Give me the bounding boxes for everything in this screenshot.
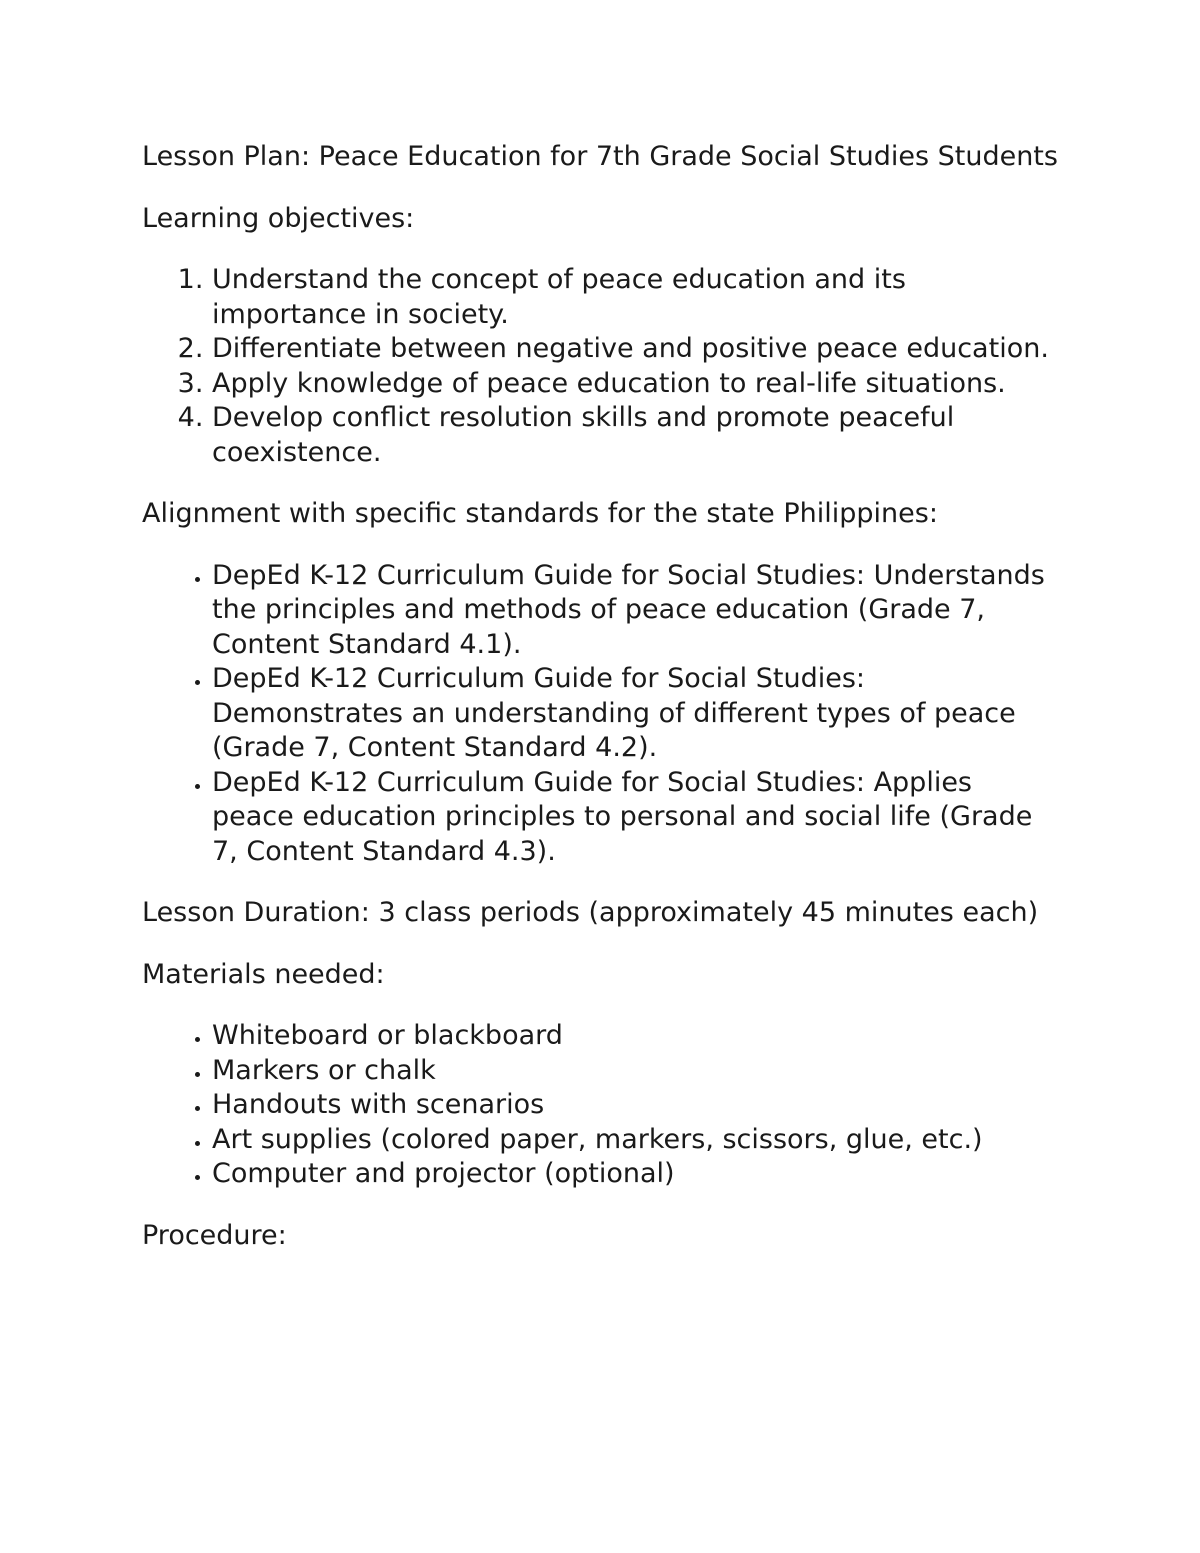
document-body (142, 140, 1062, 1280)
list-item: 4. Develop conflict resolution skills and promote peaceful coexistence. (212, 401, 1062, 470)
list-item: 3. Apply knowledge of peace education to real-life situations. (212, 367, 1062, 402)
objectives-list (142, 263, 1062, 470)
list-item: • Markers or chalk (212, 1054, 1062, 1089)
list-item: • DepEd K-12 Curriculum Guide for Social Studies: Understands the principles and methods of peace education (Grade 7, Content Standard 4.1). (212, 559, 1062, 663)
lesson-duration: Lesson Duration: 3 class periods (approximately 45 minutes each) (142, 897, 1039, 928)
objectives-heading: Learning objectives: (142, 202, 415, 234)
document-title: Lesson Plan: Peace Education for 7th Grade Social Studies Students (142, 141, 1058, 172)
alignment-heading: Alignment with specific standards for the state Philippines: (142, 498, 938, 529)
list-item: • DepEd K-12 Curriculum Guide for Social Studies: Demonstrates an understanding of different types of peace (Grade 7, Content Standard 4.2). (212, 662, 1062, 766)
procedure-heading: Procedure: (142, 1219, 287, 1251)
standards-list (142, 559, 1062, 870)
list-item: • Art supplies (colored paper, markers, scissors, glue, etc.) (212, 1123, 1062, 1158)
list-item: 2. Differentiate between negative and positive peace education. (212, 332, 1062, 367)
list-item: • Handouts with scenarios (212, 1088, 1062, 1123)
list-item: • Computer and projector (optional) (212, 1157, 1062, 1192)
list-item: 1. Understand the concept of peace education and its importance in society. (212, 263, 1062, 332)
materials-heading: Materials needed: (142, 958, 385, 990)
materials-list (142, 1019, 1062, 1192)
list-item: • Whiteboard or blackboard (212, 1019, 1062, 1054)
list-item: • DepEd K-12 Curriculum Guide for Social Studies: Applies peace education principles to personal and social life (Grade 7, Content Standard 4.3). (212, 766, 1062, 870)
